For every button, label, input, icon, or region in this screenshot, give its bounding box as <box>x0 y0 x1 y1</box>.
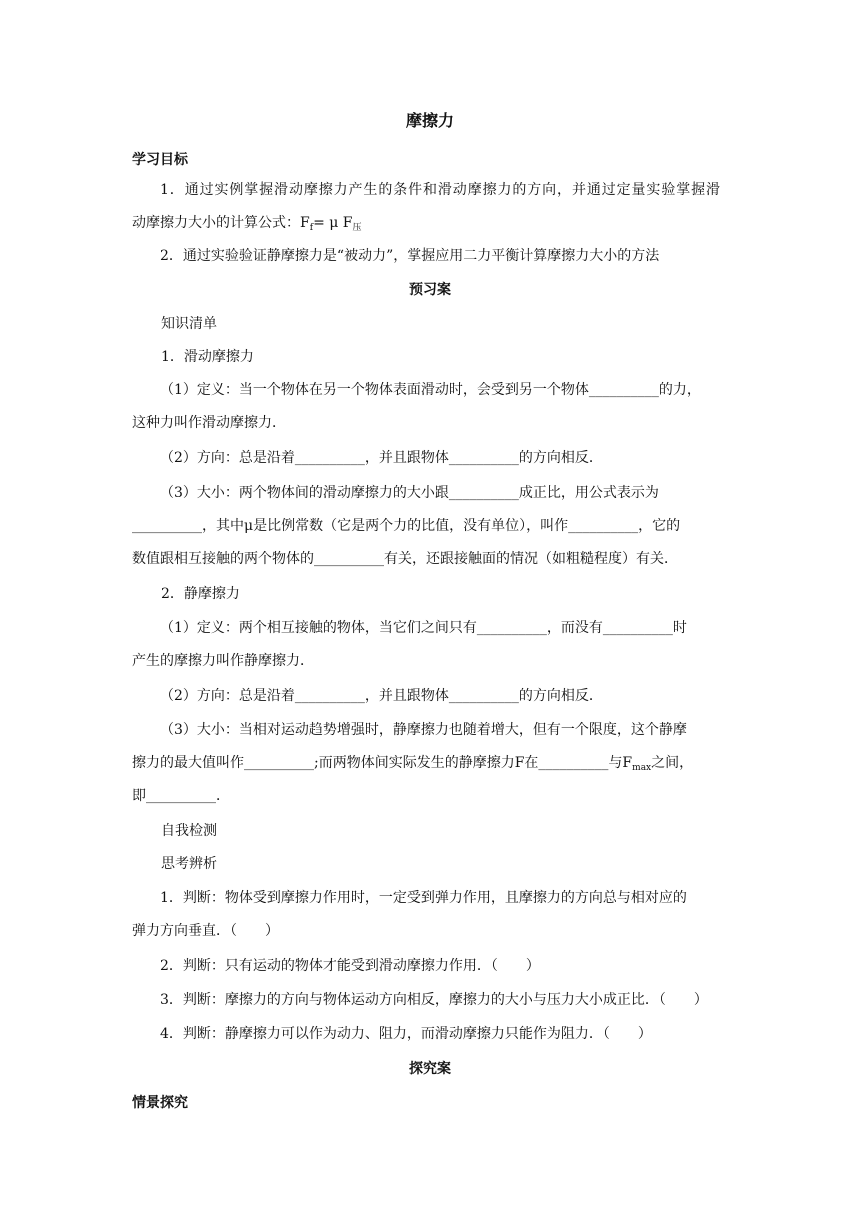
static-size-line-3: 即__________． <box>132 788 230 804</box>
question-1-line-2: 弹力方向垂直．（ ） <box>132 923 279 939</box>
static-size-text-a: 擦力的最大值叫作__________;而两物体间实际发生的静摩擦力F在__________与F <box>132 755 633 771</box>
formula-sub-max: max <box>632 763 652 773</box>
static-size-line-2 <box>132 754 693 777</box>
static-size-line-1: （3）大小：当相对运动趋势增强时，静摩擦力也随着增大，但有一个限度，这个静摩 <box>160 722 687 738</box>
thinking-label: 思考辨析 <box>161 856 217 872</box>
sliding-friction-title: 1．滑动摩擦力 <box>161 349 254 365</box>
question-2: 2．判断：只有运动的物体才能受到滑动摩擦力作用．（ ） <box>160 958 540 974</box>
sliding-definition-line-2: 这种力叫作滑动摩擦力． <box>132 415 286 431</box>
static-direction: （2）方向：总是沿着__________，并且跟物体__________的方向相反． <box>160 688 603 704</box>
sliding-size-line-1: （3）大小：两个物体间的滑动摩擦力的大小跟__________成正比，用公式表示为 <box>160 485 659 501</box>
preview-heading: 预习案 <box>409 282 451 298</box>
page-title: 摩擦力 <box>405 111 454 130</box>
sliding-definition-line-1: （1）定义：当一个物体在另一个物体表面滑动时，会受到另一个物体__________的力， <box>160 382 701 398</box>
explore-heading: 探究案 <box>409 1061 451 1077</box>
sliding-direction: （2）方向：总是沿着__________，并且跟物体__________的方向相反． <box>160 450 603 466</box>
self-check-label: 自我检测 <box>161 823 217 839</box>
objective-1-text: 动摩擦力大小的计算公式：F <box>132 215 310 231</box>
static-definition-line-1: （1）定义：两个相互接触的物体，当它们之间只有__________，而没有__________时 <box>160 620 687 636</box>
objective-2: 2．通过实验验证静摩擦力是“被动力”，掌握应用二力平衡计算摩擦力大小的方法 <box>160 248 660 264</box>
sliding-size-line-3: 数值跟相互接触的两个物体的__________有关，还跟接触面的情况（如粗糙程度）有关． <box>132 551 678 567</box>
objectives-heading: 学习目标 <box>132 152 188 168</box>
static-friction-title: 2．静摩擦力 <box>161 586 240 602</box>
question-4: 4．判断：静摩擦力可以作为动力、阻力，而滑动摩擦力只能作为阻力．（ ） <box>160 1026 652 1042</box>
objective-1-line-2 <box>132 214 362 237</box>
static-size-text-b: 之间， <box>651 755 694 771</box>
formula-sub-f: f <box>309 223 314 233</box>
objective-1-line-1: 1．通过实例掌握滑动摩擦力产生的条件和滑动摩擦力的方向，并通过定量实验掌握滑 <box>160 182 720 198</box>
formula-mid: = μ F <box>313 215 353 231</box>
question-1-line-1: 1．判断：物体受到摩擦力作用时，一定受到弹力作用，且摩擦力的方向总与相对应的 <box>160 890 687 906</box>
sliding-size-line-2: __________，其中μ是比例常数（它是两个力的比值，没有单位），叫作__________，它的 <box>132 518 681 534</box>
scenario-heading: 情景探究 <box>132 1095 188 1111</box>
static-definition-line-2: 产生的摩擦力叫作静摩擦力． <box>132 653 314 669</box>
formula-sub-pressure: 压 <box>352 223 362 233</box>
knowledge-list-label: 知识清单 <box>161 316 217 332</box>
question-3: 3．判断：摩擦力的方向与物体运动方向相反，摩擦力的大小与压力大小成正比．（ ） <box>160 992 708 1008</box>
